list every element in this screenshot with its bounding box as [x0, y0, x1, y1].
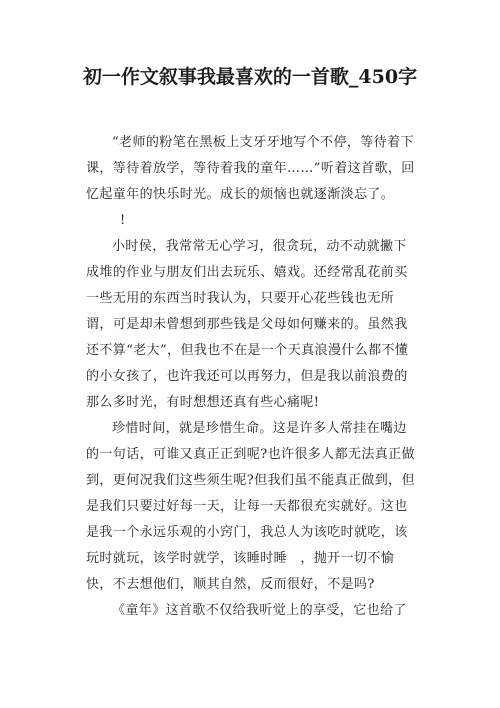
document-body — [86, 130, 416, 624]
paragraph-2: ! — [120, 213, 126, 228]
paragraph-5: 《童年》这首歌不仅给我听觉上的享受，它也给了 — [112, 603, 407, 618]
document-title: 初一作文叙事我最喜欢的一首歌_450字 — [82, 66, 418, 88]
paragraph-1: “老师的粉笔在黑板上支牙牙地写个不停，等待着下课，等待着放学，等待着我的童年……”听着这首歌，回忆起童年的快乐时光。成长的烦恼也就逐渐淡忘了。 — [86, 135, 415, 202]
paragraph-4: 珍惜时间，就是珍惜生命。这是许多人常挂在嘴边的一句话，可谁又真正正到呢?也许很多人都无法真正做到，更何况我们这些须生呢?但我们虽不能真正做到，但是我们只要过好每一天，让每一天都很充实就好。这也是我一个永远乐观的小窍门，我总人为该吃时就吃，该玩时就玩，该学时就学，该睡时睡 ，抛开一切不愉快，不去想他们，顺其自然，反而很好，不是吗? — [86, 421, 415, 592]
paragraph-3: 小时侯，我常常无心学习，很贪玩，动不动就撇下成堆的作业与朋友们出去玩乐、嬉戏。还经常乱花前买一些无用的东西当时我认为，只要开心花些钱也无所谓，可是却未曾想到那些钱是父母如何赚来的。虽然我还不算“老大”，但我也不在是一个天真浪漫什么都不懂的小女孩了，也许我还可以再努力，但是我以前浪费的那么多时光，有时想想还真有些心痛呢! — [86, 239, 409, 410]
